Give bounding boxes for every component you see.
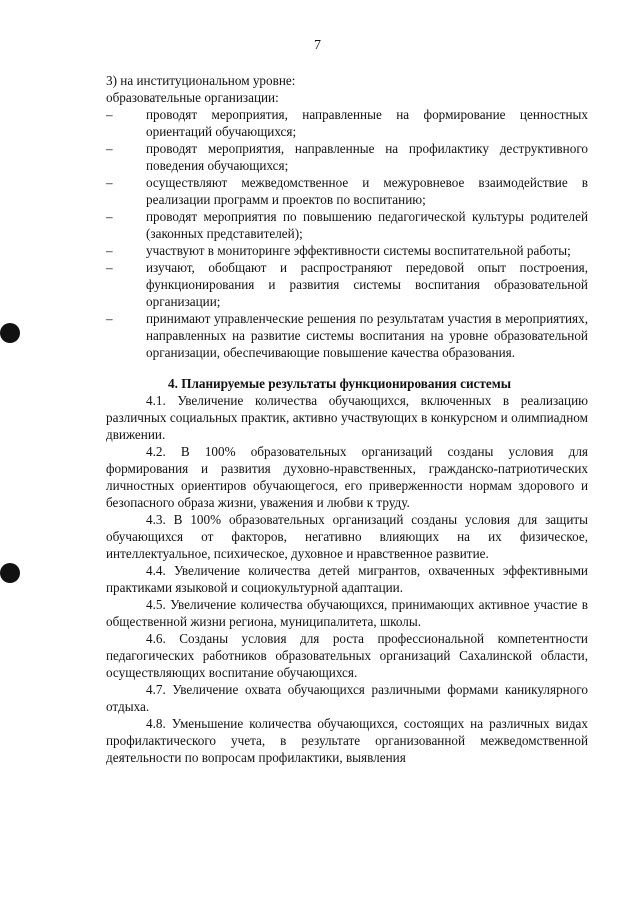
page-number: 7	[314, 38, 321, 53]
list-item-text: проводят мероприятия по повышению педагогической культуры родителей (законных представителей);	[146, 209, 588, 241]
list-item	[106, 208, 588, 242]
list-item	[106, 259, 588, 310]
list-item	[106, 174, 588, 208]
dash-marker: –	[106, 107, 113, 122]
dash-marker: –	[106, 243, 113, 258]
list-item-text: участвуют в мониторинге эффективности системы воспитательной работы;	[146, 243, 571, 258]
intro-line: 3) на институциональном уровне:	[106, 73, 296, 88]
paragraph: 4.2. В 100% образовательных организаций созданы условия для формирования и развития духовно-нравственных, гражданско-патриотических личностных ориентиров обучающегося, его приверженности нормам здорового и безопасного образа жизни, уважения и любви к труду.	[106, 444, 588, 510]
bullet-list	[106, 106, 588, 361]
list-item-text: проводят мероприятия, направленные на формирование ценностных ориентаций обучающихся;	[146, 107, 588, 139]
dash-marker: –	[106, 141, 113, 156]
paragraph: 4.7. Увеличение охвата обучающихся различными формами каникулярного отдыха.	[106, 682, 588, 714]
list-item	[106, 310, 588, 361]
paragraph: 4.6. Созданы условия для роста профессиональной компетентности педагогических работников образовательных организаций Сахалинской области, осуществляющих воспитание обучающихся.	[106, 631, 588, 680]
paragraph: 4.4. Увеличение количества детей мигрантов, охваченных эффективными практиками языковой и социокультурной адаптации.	[106, 563, 588, 595]
list-item	[106, 106, 588, 140]
dash-marker: –	[106, 175, 113, 190]
paragraph: 4.8. Уменьшение количества обучающихся, состоящих на различных видах профилактического учета, в результате организованной межведомственной деятельности по вопросам профилактики, выявления	[106, 716, 588, 765]
dash-marker: –	[106, 209, 113, 224]
list-item-text: изучают, обобщают и распространяют передовой опыт построения, функционирования и развития системы воспитания образовательной организации;	[146, 260, 588, 309]
paragraph: 4.5. Увеличение количества обучающихся, принимающих активное участие в общественной жизни региона, муниципалитета, школы.	[106, 597, 588, 629]
paragraph: 4.3. В 100% образовательных организаций созданы условия для защиты обучающихся от факторов, негативно влияющих на их физическое, интеллектуальное, психическое, духовное и нравственное развитие.	[106, 512, 588, 561]
list-item-text: проводят мероприятия, направленные на профилактику деструктивного поведения обучающихся;	[146, 141, 588, 173]
punch-hole	[0, 323, 20, 343]
dash-marker: –	[106, 260, 113, 275]
list-item-text: принимают управленческие решения по результатам участия в мероприятиях, направленных на развитие системы воспитания на уровне образовательной организации, обеспечивающие повышение качества образования.	[146, 311, 588, 360]
list-item-text: осуществляют межведомственное и межуровневое взаимодействие в реализации программ и проектов по воспитанию;	[146, 175, 588, 207]
punch-hole	[0, 563, 20, 583]
list-item	[106, 242, 588, 259]
dash-marker: –	[106, 311, 113, 326]
list-item	[106, 140, 588, 174]
document-body	[106, 72, 588, 766]
intro-line: образовательные организации:	[106, 90, 279, 105]
section-heading: 4. Планируемые результаты функционирования системы	[168, 376, 512, 391]
paragraph: 4.1. Увеличение количества обучающихся, включенных в реализацию различных социальных практик, активно участвующих в конкурсном и олимпиадном движении.	[106, 393, 588, 442]
